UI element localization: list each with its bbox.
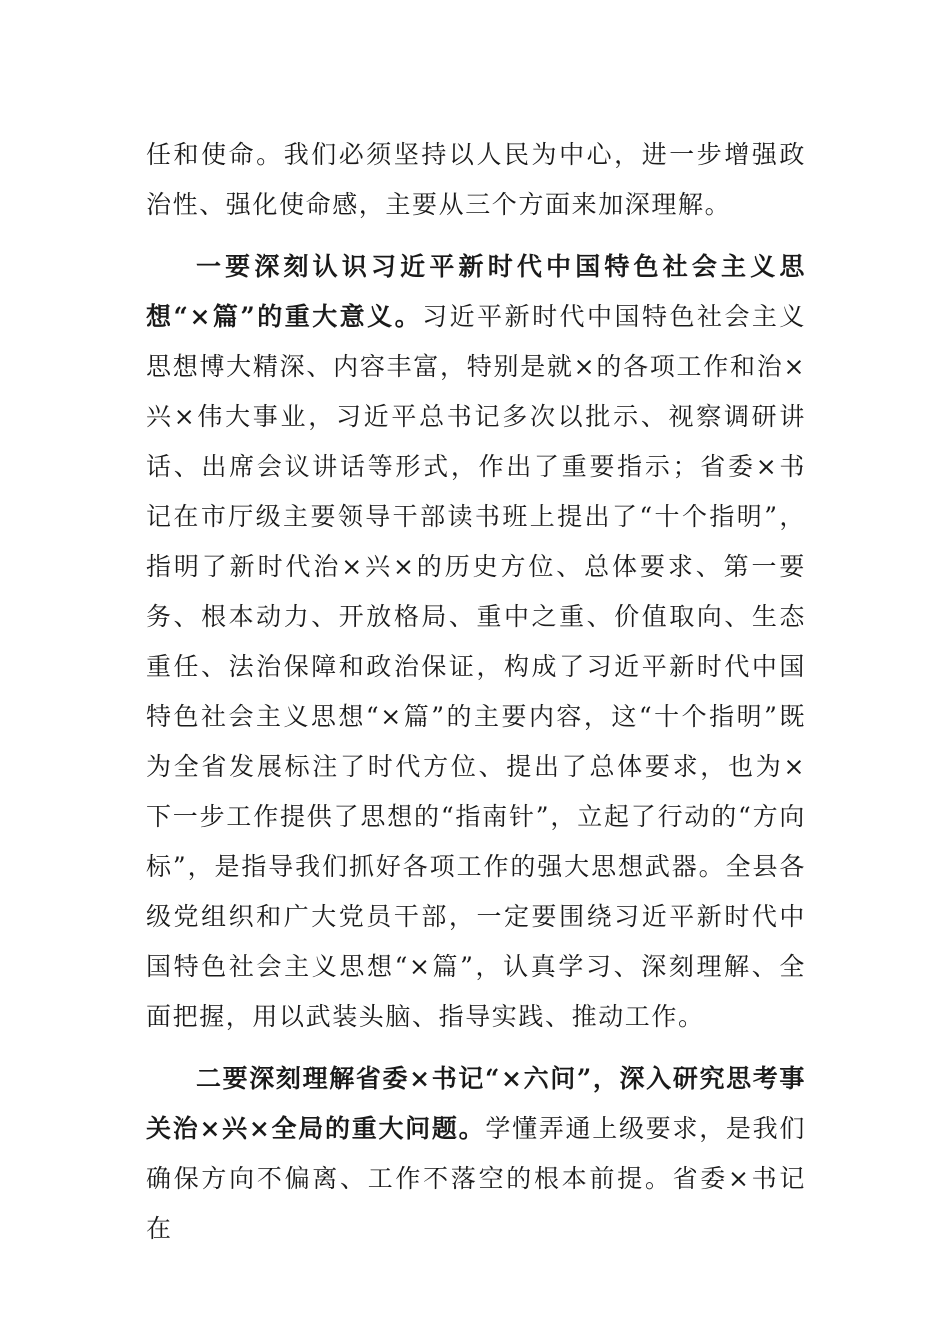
paragraph-point-one <box>146 242 806 1042</box>
document-page <box>146 130 806 1254</box>
paragraph-body: 任和使命。我们必须坚持以人民为中心，进一步增强政治性、强化使命感，主要从三个方面来加深理解。 <box>146 140 806 219</box>
paragraph-body: 习近平新时代中国特色社会主义思想博大精深、内容丰富，特别是就×的各项工作和治×兴×伟大事业，习近平总书记多次以批示、视察调研讲话、出席会议讲话等形式，作出了重要指示；省委×书记在市厅级主要领导干部读书班上提出了“十个指明”，指明了新时代治×兴×的历史方位、总体要求、第一要务、根本动力、开放格局、重中之重、价值取向、生态重任、法治保障和政治保证，构成了习近平新时代中国特色社会主义思想“×篇”的主要内容，这“十个指明”既为全省发展标注了时代方位、提出了总体要求，也为×下一步工作提供了思想的“指南针”，立起了行动的“方向标”，是指导我们抓好各项工作的强大思想武器。全县各级党组织和广大党员干部，一定要围绕习近平新时代中国特色社会主义思想“×篇”，认真学习、深刻理解、全面把握，用以武装头脑、指导实践、推动工作。 <box>146 302 807 1031</box>
paragraph-lead-heading: 一要深刻认识习近平新时代中国特色社会主义思想“×篇”的重大意义。 <box>146 252 806 331</box>
paragraph-point-two <box>146 1054 806 1254</box>
paragraph-lead-heading: 二要深刻理解省委×书记“×六问”，深入研究思考事关治×兴×全局的重大问题。 <box>146 1064 806 1143</box>
paragraph-continuation <box>146 130 806 230</box>
paragraph-body: 学懂弄通上级要求，是我们确保方向不偏离、工作不落空的根本前提。省委×书记在 <box>146 1114 806 1243</box>
